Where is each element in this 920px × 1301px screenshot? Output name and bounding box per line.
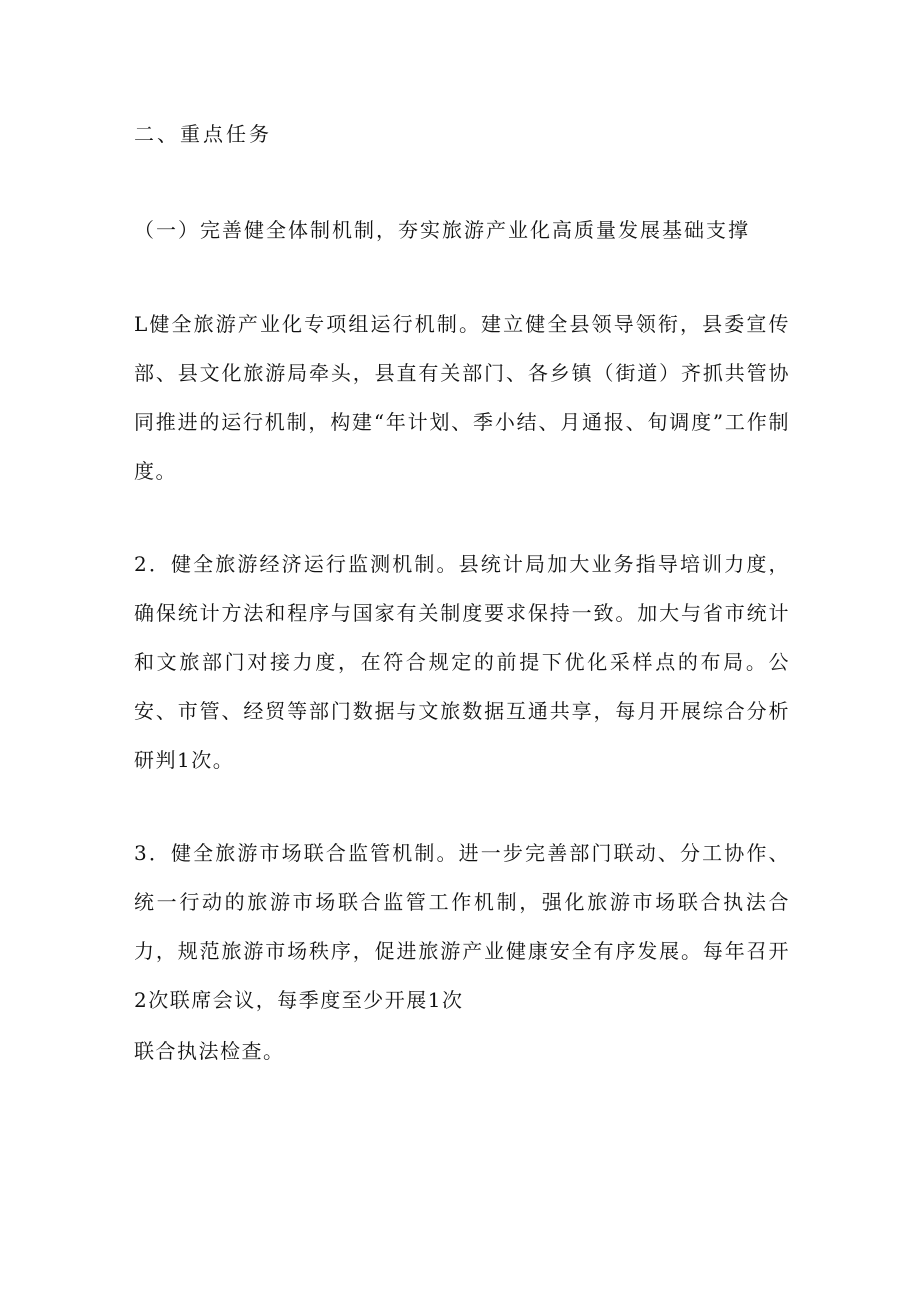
section-heading: 二、重点任务 — [134, 122, 272, 146]
paragraph-1: L健全旅游产业化专项组运行机制。建立健全县领导领衔，县委宣传部、县文化旅游局牵头，县直有关部门、各乡镇（街道）齐抓共管协同推进的运行机制，构建“年计划、季小结、月通报、旬调度”工作制度。 — [134, 312, 790, 483]
paragraph-2: 2．健全旅游经济运行监测机制。县统计局加大业务指导培训力度，确保统计方法和程序与国家有关制度要求保持一致。加大与省市统计和文旅部门对接力度，在符合规定的前提下优化采样点的布局。公安、市管、经贸等部门数据与文旅数据互通共享，每月开展综合分析研判1次。 — [134, 552, 790, 772]
paragraph-3-continuation: 联合执法检查。 — [134, 1039, 285, 1063]
subsection-heading: （一）完善健全体制机制，夯实旅游产业化高质量发展基础支撑 — [134, 218, 750, 242]
paragraph-3: 3．健全旅游市场联合监管机制。进一步完善部门联动、分工协作、统一行动的旅游市场联合监管工作机制，强化旅游市场联合执法合力，规范旅游市场秩序，促进旅游产业健康安全有序发展。每年召开2次联席会议，每季度至少开展1次 — [134, 841, 790, 1012]
